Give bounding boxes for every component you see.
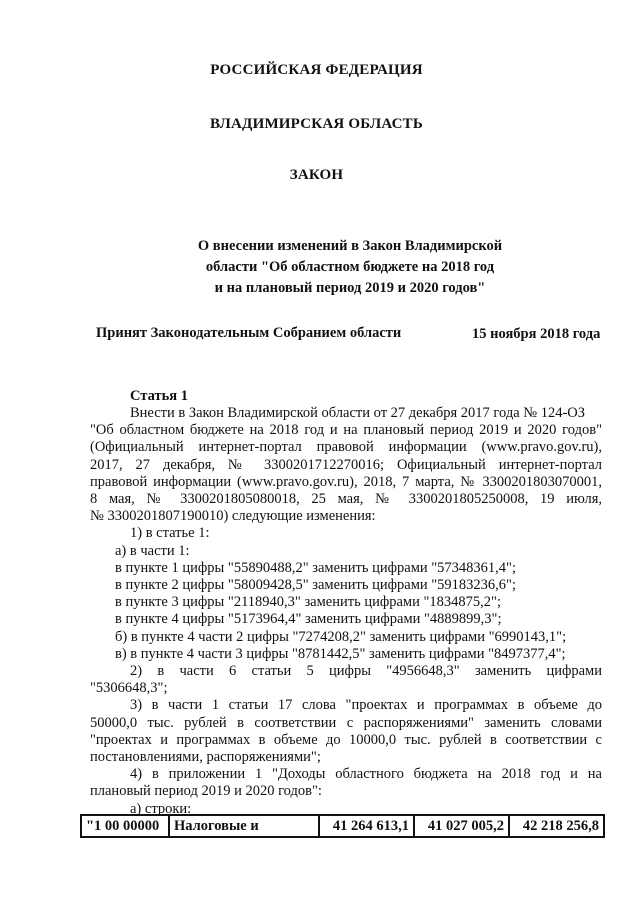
intro-line: 2017, 27 декабря, № 3300201712270016; Официальный интернет-портал — [90, 456, 602, 473]
change-item: в пункте 4 цифры "5173964,4" заменить цифрами "4889899,3"; — [115, 611, 502, 628]
subject-line-1: О внесении изменений в Закон Владимирской — [197, 238, 503, 254]
budget-table — [80, 814, 605, 838]
header-country: РОССИЙСКАЯ ФЕДЕРАЦИЯ — [210, 62, 423, 78]
change-item: в) в пункте 4 части 3 цифры "8781442,5" заменить цифрами "8497377,4"; — [115, 645, 566, 662]
table-row — [81, 815, 604, 837]
change-item-2-cont: "5306648,3"; — [90, 680, 168, 697]
intro-line: 8 мая, № 3300201805080018, 25 мая, № 3300201805250008, 19 июля, — [90, 491, 602, 508]
intro-line: правовой информации (www.pravo.gov.ru), 2018, 7 марта, № 3300201803070001, — [90, 473, 602, 490]
change-item-3: постановлениями, распоряжениями"; — [90, 749, 321, 766]
subject-line-3: и на плановый период 2019 и 2020 годов" — [214, 280, 486, 296]
article-title: Статья 1 — [130, 388, 188, 404]
change-item-3: "проектах и программах в объеме до 10000,0 тыс. рублей в соответствии с — [90, 731, 602, 748]
change-item-4: 4) в приложении 1 "Доходы областного бюджета на 2018 год и на — [130, 766, 602, 783]
change-item: 1) в статье 1: — [130, 525, 210, 542]
adopted-date: 15 ноября 2018 года — [472, 326, 601, 342]
subject-line-2: области "Об областном бюджете на 2018 год — [205, 259, 495, 275]
cell-code: "1 00 00000 — [81, 815, 169, 837]
change-item-3: 50000,0 тыс. рублей в соответствии с распоряжениями" заменить словами — [90, 714, 602, 731]
change-item: а) в части 1: — [115, 542, 190, 559]
cell-2018: 41 264 613,1 — [319, 815, 414, 837]
cell-name: Налоговые и — [169, 815, 319, 837]
change-item-4a: а) строки: — [130, 800, 192, 817]
change-item: б) в пункте 4 части 2 цифры "7274208,2" заменить цифрами "6990143,1"; — [115, 628, 567, 645]
adopted-by: Принят Законодательным Собранием области — [96, 325, 402, 341]
change-item: в пункте 1 цифры "55890488,2" заменить цифрами "57348361,4"; — [115, 559, 517, 576]
change-item-4: плановый период 2019 и 2020 годов": — [90, 783, 322, 800]
header-doc-type: ЗАКОН — [289, 167, 344, 183]
intro-line: "Об областном бюджете на 2018 год и на плановый период 2019 и 2020 годов" — [90, 422, 602, 439]
change-item: в пункте 3 цифры "2118940,3" заменить цифрами "1834875,2"; — [115, 594, 501, 611]
header-region: ВЛАДИМИРСКАЯ ОБЛАСТЬ — [210, 116, 423, 132]
intro-line: Внести в Закон Владимирской области от 27 декабря 2017 года № 124-ОЗ — [130, 405, 586, 421]
change-item: в пункте 2 цифры "58009428,5" заменить цифрами "59183236,6"; — [115, 577, 517, 594]
law-subject — [150, 236, 550, 299]
article-body — [90, 405, 602, 818]
cell-2019: 41 027 005,2 — [414, 815, 509, 837]
cell-2020: 42 218 256,8 — [509, 815, 604, 837]
intro-line: № 3300201807190010) следующие изменения: — [90, 508, 376, 525]
change-item-3: 3) в части 1 статьи 17 слова "проектах и программах в объеме до — [130, 697, 602, 714]
change-item-2: 2) в части 6 статьи 5 цифры "4956648,3" заменить цифрами — [130, 663, 602, 680]
intro-line: (Официальный интернет-портал правовой информации (www.pravo.gov.ru), — [90, 439, 602, 456]
